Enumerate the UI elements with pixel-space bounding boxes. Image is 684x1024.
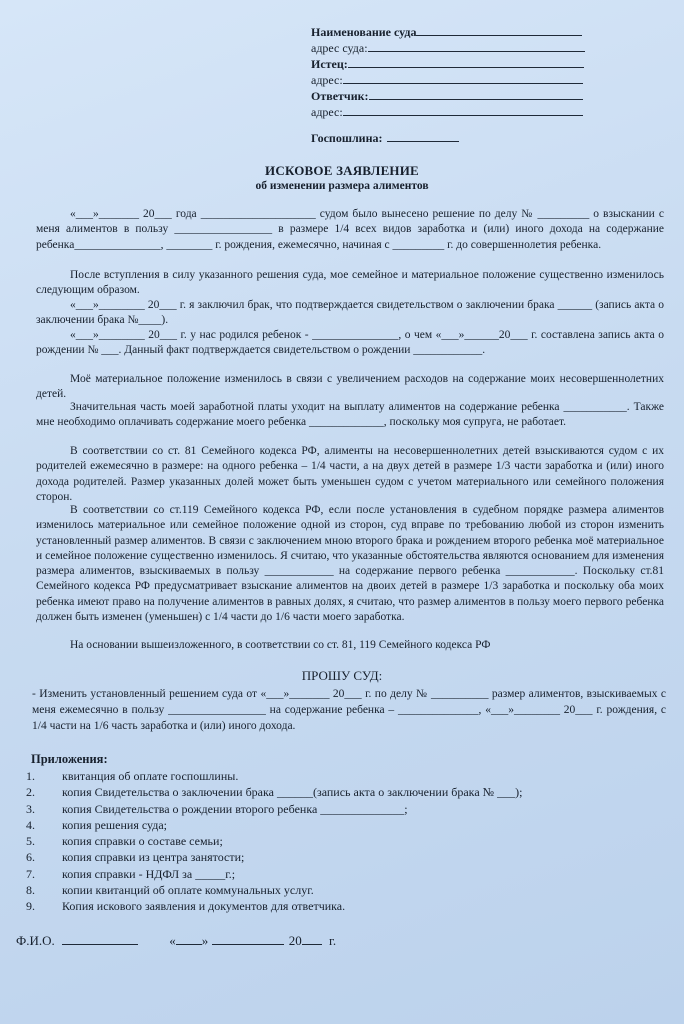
court-address-row	[311, 40, 585, 56]
defendant-field[interactable]	[369, 88, 583, 100]
paragraph-4-text: «___»________ 20___ г. у нас родился ребенок - _______________, о чем «___»______20___ г. составлена запись акта о рождении № ___. Данный факт подтверждается свидетельством о рождении ____________.	[36, 329, 664, 357]
year-field[interactable]	[302, 933, 322, 945]
defendant-address-row	[311, 104, 583, 120]
signature-row	[16, 933, 336, 949]
fio-field[interactable]	[62, 933, 138, 945]
fee-row	[311, 130, 459, 146]
defendant-row	[311, 88, 583, 104]
attachment-text: копия справки из центра занятости;	[62, 850, 245, 865]
attachment-item	[26, 849, 626, 865]
plaintiff-address-field[interactable]	[343, 72, 583, 84]
attachment-text: квитанция об оплате госпошлины.	[62, 769, 239, 783]
request-block	[32, 686, 666, 734]
date-month-field[interactable]	[212, 933, 284, 945]
attachment-number: 8.	[26, 883, 35, 898]
date-open-quote: «	[169, 933, 176, 948]
paragraph-4	[36, 328, 664, 359]
year-suffix: г.	[329, 933, 337, 948]
request-heading: ПРОШУ СУД:	[301, 668, 383, 683]
plaintiff-row	[311, 56, 584, 72]
fee-label: Госпошлина:	[311, 131, 383, 145]
date-close-quote: »	[201, 933, 209, 948]
paragraph-8	[36, 503, 664, 625]
attachment-text: копия справки - НДФЛ за _____г.;	[62, 866, 236, 881]
attachment-number: 7.	[26, 866, 35, 881]
attachment-number: 9.	[26, 899, 35, 914]
date-day-field[interactable]	[176, 933, 202, 945]
attachment-item	[26, 882, 626, 898]
paragraph-9	[36, 638, 664, 653]
attachment-number: 2.	[26, 785, 35, 800]
attachment-item	[26, 833, 626, 849]
attachment-item	[26, 817, 626, 833]
attachment-number: 3.	[26, 801, 35, 816]
paragraph-9-text: На основании вышеизложенного, в соответствии со ст. 81, 119 Семейного кодекса РФ	[70, 639, 491, 651]
paragraph-6-text: Значительная часть моей заработной платы уходит на выплату алиментов на содержание ребенка ___________. Также мне необходимо оплачивать содержание моего ребенка _____________, поскольку моя супруга, не работает.	[36, 401, 664, 429]
paragraph-5-text: Моё материальное положение изменилось в связи с увеличением расходов на содержание моих несовершеннолетних детей.	[36, 373, 664, 401]
defendant-label: Ответчик:	[311, 89, 369, 103]
attachment-item	[26, 801, 626, 817]
court-name-label: Наименование суда	[311, 25, 417, 39]
paragraph-2-text: После вступления в силу указанного решения суда, мое семейное и материальное положение существенно изменилось следующим образом.	[36, 269, 664, 297]
court-address-field[interactable]	[368, 40, 585, 52]
fio-label: Ф.И.О.	[16, 933, 55, 948]
plaintiff-address-label: адрес:	[311, 73, 343, 87]
year-prefix: 20	[288, 933, 302, 948]
attachment-text: копии квитанций об оплате коммунальных услуг.	[62, 883, 314, 898]
attachments-list	[26, 768, 626, 915]
defendant-address-label: адрес:	[311, 105, 343, 119]
plaintiff-address-row	[311, 72, 583, 88]
paragraph-7	[36, 444, 664, 505]
attachment-number: 6.	[26, 850, 35, 865]
fee-field[interactable]	[387, 130, 459, 142]
paragraph-8-text: В соответствии со ст.119 Семейного кодекса РФ, если после установления в судебном порядке размера алиментов изменилось материальное или семейное положение одной из сторон, суд вправе по требованию любой из сторон изменить установленный размер алиментов. В связи с заключением мною второго брака и рождением второго ребенка моё материальное и семейное положение существенно изменилось. Я считаю, что указанные обстоятельства являются основанием для изменения размера алиментов, взыскиваемых в пользу ____________ на содержание первого ребенка ____________. Поскольку ст.81 Семейного кодекса РФ предусматривает взыскание алиментов на двоих детей в размере 1/3 заработка и поскольку оба моих ребенка имеют право на получение алиментов в равных долях, я считаю, что размер алиментов в пользу моего первого ребенка должен быть изменен (уменьшен) с 1/4 части до 1/6 части моего заработка.	[36, 504, 664, 624]
defendant-address-field[interactable]	[343, 104, 583, 116]
attachment-text: копия Свидетельства о рождении второго ребенка ______________;	[62, 801, 408, 816]
plaintiff-label: Истец:	[311, 57, 348, 71]
court-address-label: адрес суда:	[311, 41, 368, 55]
court-name-row	[311, 24, 582, 40]
paragraph-3	[36, 298, 664, 329]
paragraph-1	[36, 207, 664, 253]
attachment-text: Копия искового заявления и документов для ответчика.	[62, 899, 346, 914]
attachments-heading: Приложения:	[31, 752, 108, 766]
attachment-text: копия решения суда;	[62, 817, 168, 832]
attachment-number: 5.	[26, 834, 35, 849]
attachment-number: 4.	[26, 817, 35, 832]
attachment-text: копия справки о составе семьи;	[62, 834, 223, 849]
attachment-item	[26, 784, 626, 800]
paragraph-1-text: «___»_______ 20___ года ____________________ судом было вынесено решение по делу № _________ о взыскании с меня алиментов в пользу _________________ в размере 1/4 всех видов заработка и (или) иного дохода на содержание ребенка_______________, ________ г. рождения, ежемесячно, начиная с _________ г. до совершеннолетия ребенка.	[36, 208, 664, 251]
attachment-item	[26, 866, 626, 882]
attachment-item	[26, 898, 626, 914]
paragraph-5	[36, 372, 664, 403]
paragraph-7-text: В соответствии со ст. 81 Семейного кодекса РФ, алименты на несовершеннолетних детей взыскиваются судом с их родителей ежемесячно в размере: на одного ребенка – 1/4 части, а на двух детей в размере 1/3 части заработка и (или) иного дохода родителей. Размер указанных долей может быть уменьшен судом с учетом материального или семейного положения сторон.	[36, 445, 664, 503]
attachment-item	[26, 768, 626, 784]
paragraph-6	[36, 400, 664, 431]
document-title: ИСКОВОЕ ЗАЯВЛЕНИЕ	[265, 163, 419, 178]
request-text: - Изменить установленный решением суда от «___»_______ 20___ г. по делу № __________ размер алиментов, взыскиваемых с меня ежемесячно в пользу _________________ на содержание ребенка – ______________, «___»________ 20___ г. рождения, с 1/4 части на 1/6 часть заработка и (или) иного дохода.	[32, 688, 666, 732]
paragraph-3-text: «___»________ 20___ г. я заключил брак, что подтверждается свидетельством о заключении брака ______ (запись акта о заключении брака №____).	[36, 299, 664, 327]
attachment-text: копия Свидетельства о заключении брака ______(запись акта о заключении брака № ___);	[62, 785, 523, 800]
court-name-field[interactable]	[416, 24, 582, 36]
attachment-number: 1.	[26, 769, 35, 783]
document-subtitle: об изменении размера алиментов	[255, 180, 429, 192]
paragraph-2	[36, 268, 664, 299]
plaintiff-field[interactable]	[348, 56, 584, 68]
